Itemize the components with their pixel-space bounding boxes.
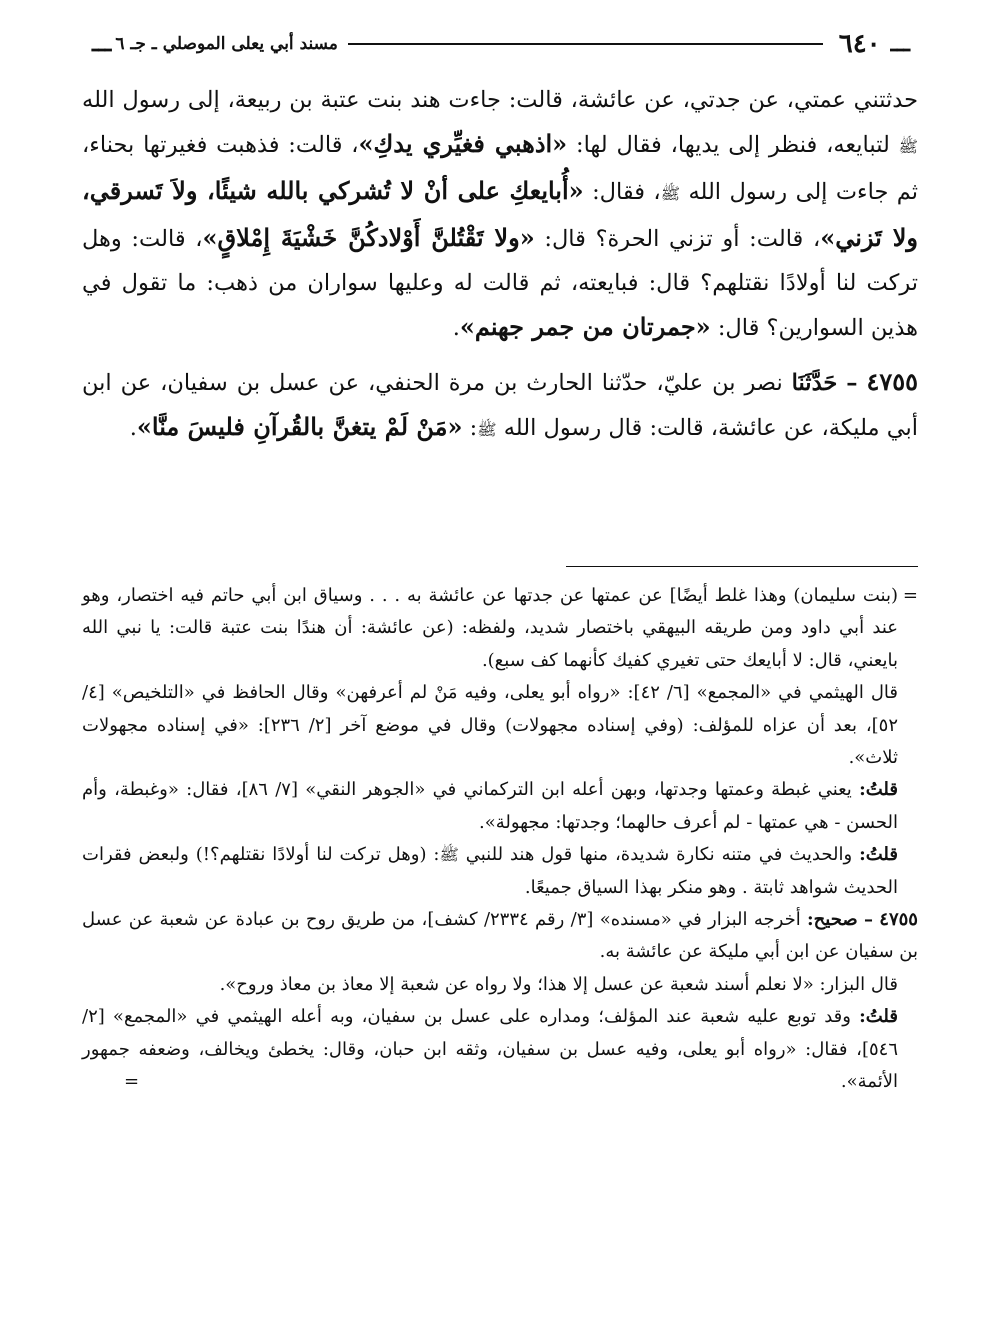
hadith-dash: –	[846, 370, 858, 396]
continuation-mark-end: =	[124, 1071, 140, 1093]
footnotes	[82, 580, 918, 1099]
footnote-separator	[566, 566, 918, 567]
footnote-text: أخرجه البزار في «مسنده» [٣/ رقم ٢٣٣٤/ كشف]، من طريق روح بن عبادة عن شعبة عن عسل بن سفيان عن ابن أبي مليكة عن عائشة به.	[82, 909, 918, 963]
salla-symbol: ﷺ	[660, 184, 681, 203]
footnote-text: قال الهيثمي في «المجمع» [٦/ ٤٢]: «رواه أبو يعلى، وفيه مَنْ لم أعرفهن» وقال الحافظ في «التلخيص» [٤/ ٥٢]، بعد أن عزاه للمؤلف: (وفي إسناده مجهولات) وقال في موضع آخر [٢/ ٢٣٦]: «في إسناده مجهولات ثلاث».	[82, 682, 898, 769]
qultu-label: قلتُ:	[859, 844, 898, 866]
salla-symbol: ﷺ	[477, 420, 497, 439]
hadith-number: ٤٧٥٥	[866, 367, 919, 396]
text-segment: نصر بن عليّ، حدّثنا الحارث بن مرة الحنفي، عن عسل بن سفيان، عن ابن أبي مليكة، عن عائشة، قالت: قال رسول الله	[82, 370, 918, 441]
text-segment: ، قالت: فذهبت فغيرتها بحناء، ثم جاءت إلى رسول الله	[82, 132, 919, 205]
text-segment: :	[469, 415, 478, 441]
header-dash-left: ـــ	[92, 31, 112, 57]
footnote-continuation	[82, 580, 918, 677]
text-segment: .	[129, 415, 137, 441]
header-rule	[348, 43, 823, 45]
prophetic-quote: «جمرتان من جمر جهنم»	[459, 312, 711, 341]
prophetic-quote: «أُبايعكِ على أنْ لا تُشركي بالله شيئًا، ولاَ تَسرقي، ولا تَزني»	[82, 176, 919, 252]
footnote-bazzar	[82, 969, 918, 1001]
hadith-4754-continuation	[82, 78, 918, 350]
header-dash-right: ـــ	[890, 31, 910, 57]
salla-symbol: ﷺ	[898, 137, 918, 156]
running-header	[88, 30, 914, 58]
page-number: ٦٤٠	[838, 29, 881, 59]
footnote-number: ٤٧٥٥	[879, 909, 918, 931]
text-segment: حدثتني عمتي، عن جدتي، عن عائشة، قالت: جاءت هند بنت عتبة بن ربيعة، إلى رسول الله	[82, 87, 919, 113]
book-title: مسند أبي يعلى الموصلي ـ جـ ٦	[115, 34, 338, 54]
text-segment: لتبايعه، فنظر إلى يديها، فقال لها:	[575, 132, 890, 158]
footnote-text: والحديث في متنه نكارة شديدة، منها قول هند للنبي	[465, 844, 853, 866]
footnote-text: (بنت سليمان) وهذا غلط أيضًا] عن عمتها عن جدتها عن عائشة به . . . وسياق ابن أبي حاتم فيه اختصار، وهو عند أبي داود ومن طريقه البيهقي باختصار شديد، ولفظه: (عن عائشة: أن هندًا بنت عتبة قالت: يا نبي الله بايعني، قال: لا أبايعك حتى تغيري كفيك كأنهما كف سبع).	[82, 585, 898, 671]
haddathana: حَدَّثَنَا	[791, 370, 838, 396]
continuation-mark: =	[902, 585, 918, 606]
qultu-label: قلتُ:	[859, 779, 898, 801]
text-segment: ، قالت: وهل تركت لنا أولادًا نقتلهم؟ قال: فبايعته، ثم قالت له وعليها سواران من ذهب: ما تقول في هذين السوارين؟ قال:	[82, 226, 918, 341]
prophetic-quote: «مَنْ لَمْ يتغنَّ بالقُرآنِ فليسَ منَّا»	[136, 412, 463, 441]
footnote-text: قال البزار: «لا نعلم أسند شعبة عن عسل إلا هذا؛ ولا رواه عن شعبة إلا معاذ بن معاذ وروح».	[219, 973, 898, 995]
text-segment: ، قالت: أو تزني الحرة؟ قال:	[544, 226, 821, 252]
text-segment: ، فقال:	[592, 179, 661, 205]
footnote-qultu-2	[82, 839, 918, 904]
prophetic-quote: «ولا تَقْتُلنَّ أَوْلادكُنَّ خَشْيَةَ إِمْلاقٍ»	[202, 223, 535, 252]
text-segment: .	[452, 315, 460, 341]
prophetic-quote: «اذهبي فغيِّري يدكِ»	[358, 129, 568, 158]
hadith-4755	[82, 360, 918, 452]
footnote-qultu-1	[82, 774, 918, 839]
main-text	[82, 78, 918, 452]
footnote-4755	[82, 904, 918, 969]
footnote-haythami	[82, 677, 918, 774]
grading-label: صحيح:	[807, 909, 858, 931]
footnote-text: : (وهل تركت لنا أولادًا نقتلهم؟!) ولبعض فقرات الحديث شواهد ثابتة . وهو منكر بهذا السياق جميعًا.	[82, 844, 898, 898]
footnote-dash: –	[863, 909, 873, 931]
footnote-text: يعني غبطة وعمتها وجدتها، وبهن أعله ابن التركماني في «الجوهر النقي» [٧/ ٨٦]، فقال: «وغبطة، وأم الحسن - هي عمتها - لم أعرف حالهما؛ وجدتها: مجهولة».	[82, 779, 898, 833]
footnote-text: وقد توبع عليه شعبة عند المؤلف؛ ومداره على عسل بن سفيان، وبه أعله الهيثمي في «المجمع» [٢/ ٥٤٦]، فقال: «رواه أبو يعلى، وفيه عسل بن سفيان، وثقه ابن حبان، وقال: يخطئ ويخالف، وضعفه جمهور الأئمة».	[82, 1006, 898, 1093]
footnote-qultu-3	[82, 1001, 918, 1098]
qultu-label: قلتُ:	[859, 1006, 898, 1028]
salla-symbol: ﷺ	[439, 845, 459, 865]
